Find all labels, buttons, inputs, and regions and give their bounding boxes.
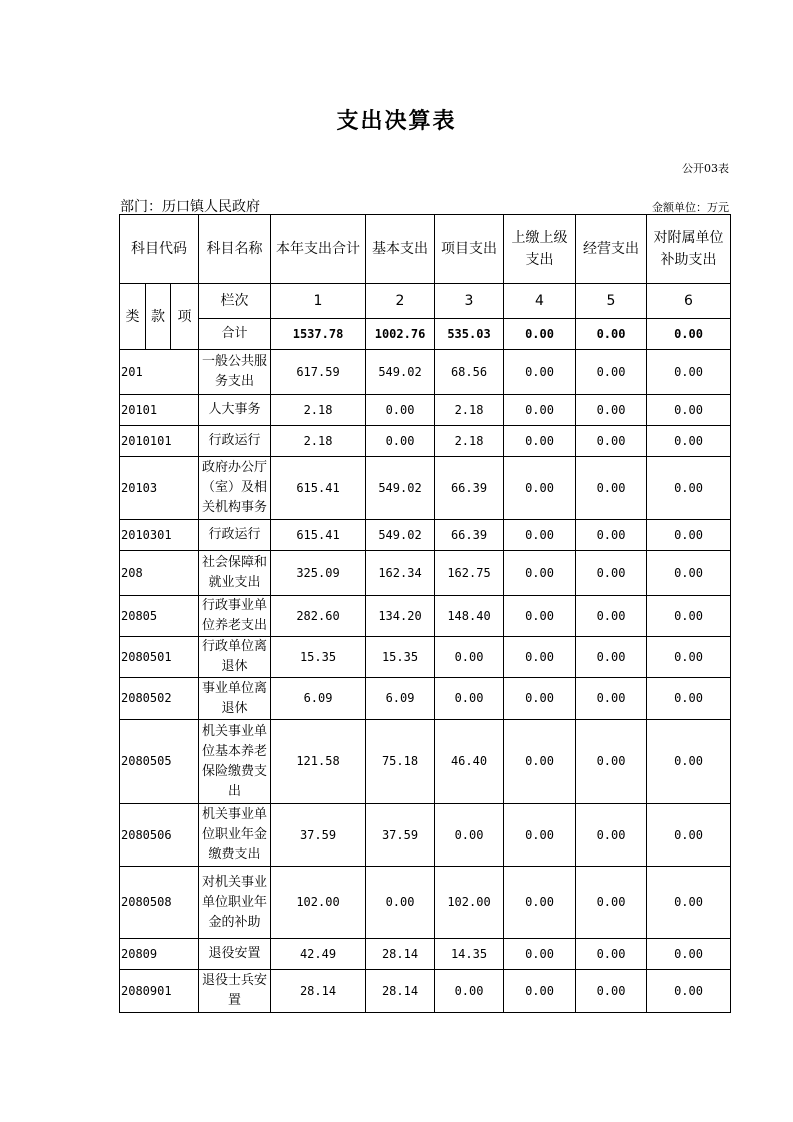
col-5-index: 5 xyxy=(576,284,647,319)
project-cell: 14.35 xyxy=(435,939,504,970)
subject-name-cell: 行政运行 xyxy=(199,520,271,551)
page-title: 支出决算表 xyxy=(336,109,457,134)
business-cell: 0.00 xyxy=(576,551,647,596)
total-row xyxy=(120,319,731,350)
subject-code-cell: 2080505 xyxy=(120,720,199,804)
project-cell: 66.39 xyxy=(435,520,504,551)
total-cell: 42.49 xyxy=(271,939,366,970)
total-cell: 15.35 xyxy=(271,637,366,678)
subject-code-cell: 20103 xyxy=(120,457,199,520)
subject-name-cell: 人大事务 xyxy=(199,395,271,426)
subject-code-cell: 208 xyxy=(120,551,199,596)
project-cell: 2.18 xyxy=(435,395,504,426)
remit-cell: 0.00 xyxy=(504,637,576,678)
total-cell: 2.18 xyxy=(271,395,366,426)
subject-name-cell: 机关事业单位职业年金缴费支出 xyxy=(199,804,271,867)
table-row xyxy=(120,426,731,457)
basic-cell: 549.02 xyxy=(366,457,435,520)
project-cell: 535.03 xyxy=(435,319,504,350)
business-cell: 0.00 xyxy=(576,804,647,867)
subsidy-header: 对附属单位补助支出 xyxy=(647,215,731,284)
col-4-index: 4 xyxy=(504,284,576,319)
basic-cell: 0.00 xyxy=(366,395,435,426)
table-row xyxy=(120,596,731,637)
subject-code-cell: 20805 xyxy=(120,596,199,637)
project-cell: 66.39 xyxy=(435,457,504,520)
subsidy-cell: 0.00 xyxy=(647,678,731,720)
department-label: 部门：历口镇人民政府 xyxy=(120,199,260,215)
subsidy-cell: 0.00 xyxy=(647,395,731,426)
basic-cell: 75.18 xyxy=(366,720,435,804)
subsidy-cell: 0.00 xyxy=(647,319,731,350)
subject-code-cell: 2010301 xyxy=(120,520,199,551)
subject-name-cell: 机关事业单位基本养老保险缴费支出 xyxy=(199,720,271,804)
remit-header: 上缴上级支出 xyxy=(504,215,576,284)
remit-cell: 0.00 xyxy=(504,319,576,350)
business-cell: 0.00 xyxy=(576,520,647,551)
table-row xyxy=(120,804,731,867)
business-cell: 0.00 xyxy=(576,457,647,520)
project-cell: 0.00 xyxy=(435,804,504,867)
project-cell: 162.75 xyxy=(435,551,504,596)
unit-label: 金额单位：万元 xyxy=(652,201,729,214)
project-cell: 0.00 xyxy=(435,970,504,1013)
business-cell: 0.00 xyxy=(576,939,647,970)
subject-name-cell: 行政运行 xyxy=(199,426,271,457)
remit-cell: 0.00 xyxy=(504,678,576,720)
table-row xyxy=(120,350,731,395)
remit-cell: 0.00 xyxy=(504,551,576,596)
basic-cell: 28.14 xyxy=(366,970,435,1013)
remit-cell: 0.00 xyxy=(504,720,576,804)
business-cell: 0.00 xyxy=(576,426,647,457)
project-cell: 46.40 xyxy=(435,720,504,804)
project-cell: 0.00 xyxy=(435,637,504,678)
remit-cell: 0.00 xyxy=(504,350,576,395)
total-cell: 615.41 xyxy=(271,457,366,520)
business-cell: 0.00 xyxy=(576,867,647,939)
table-row xyxy=(120,637,731,678)
remit-cell: 0.00 xyxy=(504,395,576,426)
table-row xyxy=(120,520,731,551)
subsidy-cell: 0.00 xyxy=(647,551,731,596)
table-row xyxy=(120,970,731,1013)
project-cell: 102.00 xyxy=(435,867,504,939)
header-row xyxy=(120,215,731,284)
remit-cell: 0.00 xyxy=(504,804,576,867)
basic-cell: 6.09 xyxy=(366,678,435,720)
subject-name-cell: 行政事业单位养老支出 xyxy=(199,596,271,637)
subject-name-cell: 退役安置 xyxy=(199,939,271,970)
col-6-index: 6 xyxy=(647,284,731,319)
remit-cell: 0.00 xyxy=(504,867,576,939)
basic-cell: 1002.76 xyxy=(366,319,435,350)
total-cell: 282.60 xyxy=(271,596,366,637)
total-cell: 617.59 xyxy=(271,350,366,395)
basic-header: 基本支出 xyxy=(366,215,435,284)
business-cell: 0.00 xyxy=(576,319,647,350)
total-cell: 2.18 xyxy=(271,426,366,457)
subject-name-cell: 事业单位离退休 xyxy=(199,678,271,720)
project-cell: 148.40 xyxy=(435,596,504,637)
subject-code-cell: 2080502 xyxy=(120,678,199,720)
remit-cell: 0.00 xyxy=(504,939,576,970)
basic-cell: 0.00 xyxy=(366,867,435,939)
remit-cell: 0.00 xyxy=(504,457,576,520)
subsidy-cell: 0.00 xyxy=(647,457,731,520)
subject-name-cell: 行政单位离退休 xyxy=(199,637,271,678)
subject-code-cell: 2080508 xyxy=(120,867,199,939)
lei-header: 类 xyxy=(120,284,146,350)
subject-name-cell: 社会保障和就业支出 xyxy=(199,551,271,596)
basic-cell: 15.35 xyxy=(366,637,435,678)
total-cell: 615.41 xyxy=(271,520,366,551)
subsidy-cell: 0.00 xyxy=(647,867,731,939)
subject-name-cell: 一般公共服务支出 xyxy=(199,350,271,395)
business-cell: 0.00 xyxy=(576,395,647,426)
remit-cell: 0.00 xyxy=(504,520,576,551)
subsidy-cell: 0.00 xyxy=(647,939,731,970)
project-header: 项目支出 xyxy=(435,215,504,284)
subject-code-cell: 20101 xyxy=(120,395,199,426)
business-cell: 0.00 xyxy=(576,596,647,637)
basic-cell: 28.14 xyxy=(366,939,435,970)
kuan-header: 款 xyxy=(146,284,171,350)
column-index-row xyxy=(120,284,731,319)
subsidy-cell: 0.00 xyxy=(647,970,731,1013)
col-3-index: 3 xyxy=(435,284,504,319)
business-cell: 0.00 xyxy=(576,678,647,720)
table-row xyxy=(120,551,731,596)
subject-name-cell: 退役士兵安置 xyxy=(199,970,271,1013)
table-row xyxy=(120,939,731,970)
basic-cell: 37.59 xyxy=(366,804,435,867)
form-code: 公开03表 xyxy=(682,162,729,175)
subsidy-cell: 0.00 xyxy=(647,596,731,637)
table-row xyxy=(120,395,731,426)
total-cell: 6.09 xyxy=(271,678,366,720)
business-cell: 0.00 xyxy=(576,970,647,1013)
remit-cell: 0.00 xyxy=(504,596,576,637)
subject-code-cell: 2080901 xyxy=(120,970,199,1013)
col-1-index: 1 xyxy=(271,284,366,319)
project-cell: 68.56 xyxy=(435,350,504,395)
subsidy-cell: 0.00 xyxy=(647,520,731,551)
basic-cell: 134.20 xyxy=(366,596,435,637)
total-label: 合计 xyxy=(199,319,271,350)
subject-code-cell: 2080506 xyxy=(120,804,199,867)
basic-cell: 0.00 xyxy=(366,426,435,457)
table-row xyxy=(120,867,731,939)
xiang-header: 项 xyxy=(171,284,199,350)
subsidy-cell: 0.00 xyxy=(647,350,731,395)
table-row xyxy=(120,720,731,804)
business-cell: 0.00 xyxy=(576,350,647,395)
business-header: 经营支出 xyxy=(576,215,647,284)
subject-code-header: 科目代码 xyxy=(120,215,199,284)
remit-cell: 0.00 xyxy=(504,970,576,1013)
subsidy-cell: 0.00 xyxy=(647,720,731,804)
expenditure-table xyxy=(119,214,731,1013)
subject-name-cell: 政府办公厅（室）及相关机构事务 xyxy=(199,457,271,520)
total-cell: 28.14 xyxy=(271,970,366,1013)
total-cell: 325.09 xyxy=(271,551,366,596)
business-cell: 0.00 xyxy=(576,720,647,804)
table-row xyxy=(120,678,731,720)
basic-cell: 162.34 xyxy=(366,551,435,596)
basic-cell: 549.02 xyxy=(366,520,435,551)
total-cell: 102.00 xyxy=(271,867,366,939)
project-cell: 0.00 xyxy=(435,678,504,720)
subject-code-cell: 2080501 xyxy=(120,637,199,678)
subsidy-cell: 0.00 xyxy=(647,637,731,678)
table-row xyxy=(120,457,731,520)
subject-name-cell: 对机关事业单位职业年金的补助 xyxy=(199,867,271,939)
total-cell: 37.59 xyxy=(271,804,366,867)
remit-cell: 0.00 xyxy=(504,426,576,457)
subject-name-header: 科目名称 xyxy=(199,215,271,284)
subject-code-cell: 2010101 xyxy=(120,426,199,457)
total-header: 本年支出合计 xyxy=(271,215,366,284)
subject-code-cell: 20809 xyxy=(120,939,199,970)
business-cell: 0.00 xyxy=(576,637,647,678)
total-cell: 121.58 xyxy=(271,720,366,804)
subject-code-cell: 201 xyxy=(120,350,199,395)
subsidy-cell: 0.00 xyxy=(647,426,731,457)
project-cell: 2.18 xyxy=(435,426,504,457)
basic-cell: 549.02 xyxy=(366,350,435,395)
column-index-label: 栏次 xyxy=(199,284,271,319)
total-cell: 1537.78 xyxy=(271,319,366,350)
subsidy-cell: 0.00 xyxy=(647,804,731,867)
col-2-index: 2 xyxy=(366,284,435,319)
